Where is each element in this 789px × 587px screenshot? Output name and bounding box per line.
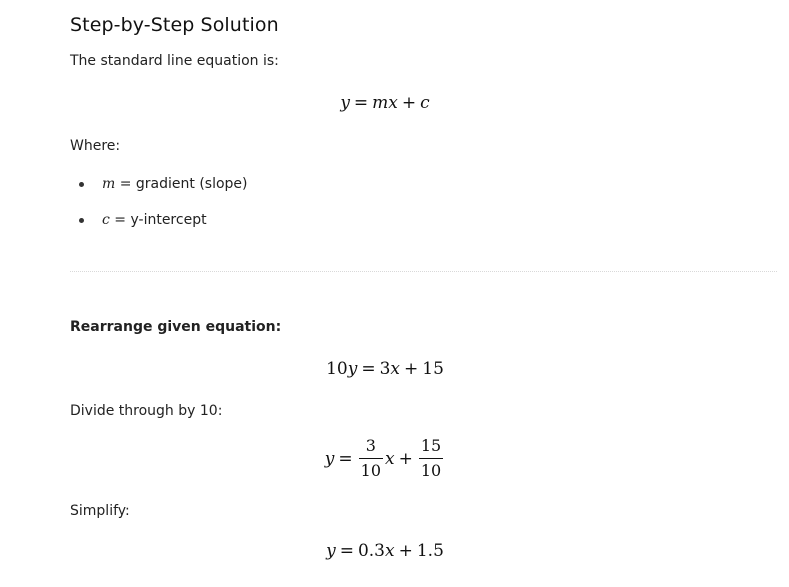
eq-equals: = <box>339 541 354 561</box>
list-item <box>70 208 248 244</box>
bullet-icon <box>79 182 84 187</box>
eq-equals: = <box>353 93 369 113</box>
eq-plus: + <box>404 359 419 379</box>
section-divider <box>70 271 777 272</box>
standard-equation <box>0 93 770 113</box>
list-item <box>70 172 248 208</box>
definition-gradient: = gradient (slope) <box>115 176 248 192</box>
eq-plus: + <box>401 93 417 113</box>
eq-c: c <box>420 93 430 113</box>
where-label: Where: <box>70 138 121 154</box>
definitions-list <box>70 172 248 244</box>
fraction-15-over-10 <box>419 436 443 481</box>
symbol-c: c <box>102 212 110 228</box>
definition-intercept: = y-intercept <box>109 212 207 228</box>
eq-x: x <box>390 359 401 379</box>
eq-plus: + <box>398 541 413 561</box>
eq-x: x <box>388 93 398 113</box>
fraction-numerator: 15 <box>420 436 442 455</box>
divide-label: Divide through by 10: <box>70 403 223 419</box>
section-heading: Step-by-Step Solution <box>70 14 279 36</box>
eq-x: x <box>385 448 395 469</box>
eq-a: 0.3 <box>357 541 385 561</box>
fraction-3-over-10 <box>359 436 383 481</box>
eq-y: y <box>324 448 335 469</box>
rearrange-label: Rearrange given equation: <box>70 319 282 335</box>
eq-b: 15 <box>422 359 444 379</box>
eq-y: y <box>340 93 350 113</box>
fraction-numerator: 3 <box>365 436 376 455</box>
eq-a: 3 <box>379 359 391 379</box>
eq-y: y <box>326 541 336 561</box>
fraction-denominator: 10 <box>359 458 383 481</box>
given-equation <box>0 359 770 379</box>
eq-plus: + <box>398 448 413 469</box>
simplified-equation <box>0 541 770 561</box>
eq-b: 1.5 <box>416 541 444 561</box>
intro-text: The standard line equation is: <box>70 53 279 69</box>
eq-m: m <box>372 93 389 113</box>
symbol-m: m <box>102 176 116 192</box>
eq-coef: 10 <box>326 359 348 379</box>
divided-equation <box>0 436 770 481</box>
bullet-icon <box>79 218 84 223</box>
eq-equals: = <box>338 448 353 469</box>
eq-equals: = <box>361 359 376 379</box>
fraction-denominator: 10 <box>419 458 443 481</box>
simplify-label: Simplify: <box>70 503 130 519</box>
eq-x: x <box>385 541 395 561</box>
eq-y: y <box>347 359 358 379</box>
